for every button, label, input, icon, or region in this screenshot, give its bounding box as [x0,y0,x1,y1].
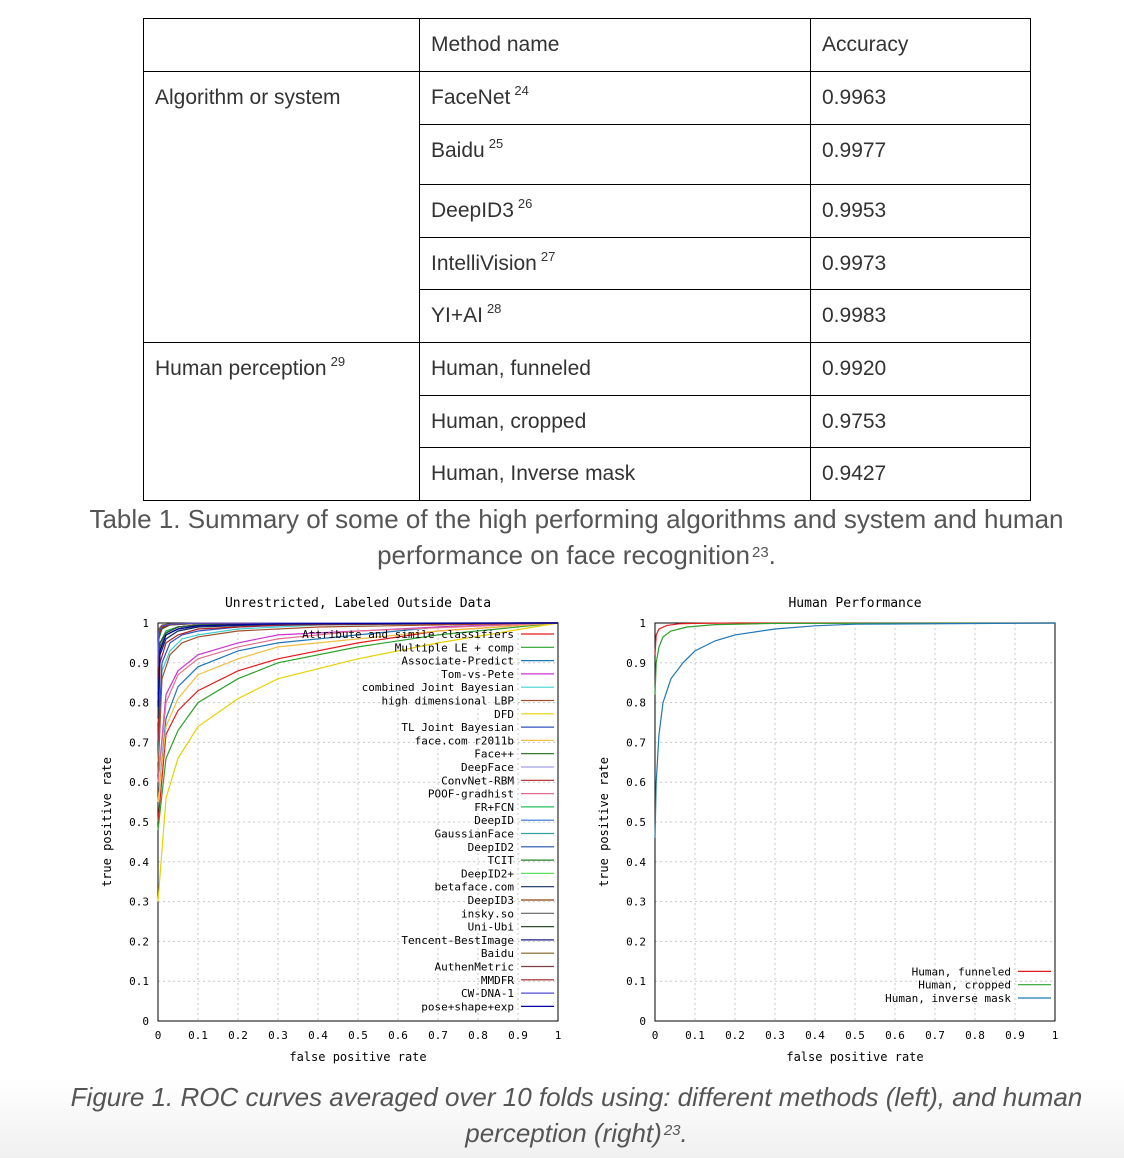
method-cell [420,290,811,343]
x-axis-label: false positive rate [289,1050,427,1064]
x-tick-label: 0.9 [1005,1029,1025,1042]
citation-ref: 23 [663,1122,681,1139]
y-tick-label: 0.8 [626,696,646,710]
citation-ref: 24 [514,83,529,98]
legend-label: Baidu [480,947,514,961]
accuracy-cell: 0.9973 [811,238,1031,290]
legend-label: combined Joint Bayesian [361,681,514,695]
legend-label: Attribute and simile classifiers [302,628,514,641]
x-tick-label: 0.1 [685,1029,705,1042]
y-tick-label: 0.5 [626,816,646,829]
legend-label: Tom-vs-Pete [441,667,514,681]
legend-label: Human, inverse mask [885,992,1011,1005]
legend-label: DeepID2 [467,840,514,854]
citation-ref: 28 [486,301,502,316]
y-tick-label: 0.6 [626,776,646,790]
accuracy-cell: 0.9753 [811,396,1031,448]
y-tick-label: 0 [639,1015,646,1028]
group-label-text: Algorithm or system [155,86,341,109]
legend-label: GaussianFace [434,827,514,841]
method-cell [420,125,811,185]
x-tick-label: 0.8 [468,1029,488,1042]
figure-caption-tail: . [680,1118,688,1148]
y-tick-label: 0.1 [129,975,149,989]
x-tick-label: 0.5 [845,1029,865,1042]
y-tick-label: 0.2 [626,935,646,949]
y-tick-label: 0.1 [626,975,646,989]
legend-label: FR+FCN [474,800,514,814]
roc-curve [655,623,1055,838]
y-tick-label: 0.4 [129,855,149,869]
x-tick-label: 0.9 [508,1029,528,1042]
legend-label: insky.so [461,907,514,921]
legend-label: high dimensional LBP [381,694,514,708]
method-cell [420,343,811,396]
y-tick-label: 0.9 [626,656,646,670]
x-tick-label: 0.4 [805,1029,825,1042]
accuracy-cell: 0.9977 [811,125,1031,185]
table-row [144,343,1031,396]
legend-label: Face++ [474,747,514,761]
table-row [144,72,1031,125]
legend-label: Associate-Predict [401,654,514,668]
method-cell [420,72,811,125]
method-name: YI+AI [431,304,483,327]
x-tick-label: 1 [1051,1029,1059,1042]
x-tick-label: 0.3 [765,1029,785,1042]
roc-chart-methods [95,588,565,1070]
legend-label: betaface.com [434,880,514,894]
table-caption-tail: . [768,540,776,570]
legend-label: DeepID [474,814,514,828]
legend-label: AuthenMetric [434,960,514,974]
x-tick-label: 0 [154,1029,162,1042]
x-tick-label: 0.8 [965,1029,985,1042]
chart-title: Unrestricted, Labeled Outside Data [224,596,492,611]
x-tick-label: 0.1 [188,1029,208,1042]
method-name: Human, Inverse mask [431,462,636,485]
header-cell-method: Method name [420,19,811,72]
table-caption [0,501,1124,573]
y-tick-label: 0.2 [129,935,149,949]
y-axis-label: true positive rate [100,756,114,888]
legend-label: Human, cropped [918,978,1011,992]
legend-label: POOF-gradhist [427,787,514,801]
x-tick-label: 1 [554,1029,562,1042]
method-cell [420,185,811,238]
group-label-algorithm [144,72,420,343]
x-tick-label: 0.6 [388,1029,408,1042]
table-caption-line2 [0,537,1124,573]
header-cell-accuracy: Accuracy [811,19,1031,72]
y-tick-label: 0.3 [626,895,646,909]
y-axis-label: true positive rate [597,756,611,888]
y-tick-label: 1 [142,617,149,630]
method-name: Human, funneled [431,357,591,380]
y-tick-label: 0.7 [626,736,646,750]
accuracy-cell: 0.9920 [811,343,1031,396]
method-name: DeepID3 [431,199,514,222]
legend-label: Uni-Ubi [467,920,514,934]
y-tick-label: 0.4 [626,855,646,869]
x-axis-label: false positive rate [786,1050,924,1064]
citation-ref: 25 [488,136,504,151]
y-tick-label: 0.6 [129,776,149,790]
method-cell [420,448,811,501]
x-tick-label: 0.4 [308,1029,328,1042]
citation-ref: 23 [751,544,769,561]
legend-label: TCIT [487,854,514,868]
method-name: Human, cropped [431,410,587,433]
method-cell [420,396,811,448]
table-caption-text: performance on face recognition [377,540,750,570]
x-tick-label: 0.5 [348,1029,368,1042]
group-label-human [144,343,420,501]
table-header-row [144,19,1031,72]
y-tick-label: 0.7 [129,736,149,750]
legend-label: face.com r2011b [414,734,514,748]
figure-caption-line1: Figure 1. ROC curves averaged over 10 folds using: different methods (left), and human [70,1082,1083,1112]
legend-label: DeepID3 [467,894,514,907]
table-caption-line1: Table 1. Summary of some of the high performing algorithms and system and human [89,504,1064,534]
accuracy-cell: 0.9963 [811,72,1031,125]
legend-label: Tencent-BestImage [401,933,514,947]
x-tick-label: 0 [651,1029,659,1042]
y-tick-label: 0.8 [129,696,149,710]
x-tick-label: 0.2 [228,1029,248,1042]
legend-label: CW-DNA-1 [461,987,514,1001]
legend-label: DFD [494,707,514,721]
legend-label: Multiple LE + comp [394,641,514,655]
legend-label: Human, funneled [911,965,1011,979]
y-tick-label: 0.5 [129,816,149,829]
y-tick-label: 0 [142,1015,149,1028]
group-label-text: Human perception [155,357,327,380]
x-tick-label: 0.6 [885,1029,905,1042]
accuracy-cell: 0.9983 [811,290,1031,343]
method-cell [420,238,811,290]
x-tick-label: 0.7 [428,1029,448,1042]
method-name: Baidu [431,139,485,162]
figure-caption-line2 [0,1115,1124,1151]
legend-label: pose+shape+exp [421,1000,514,1014]
x-tick-label: 0.3 [268,1029,288,1042]
chart-title: Human Performance [788,596,922,611]
citation-ref: 29 [330,354,346,369]
legend-label: TL Joint Bayesian [401,721,514,735]
method-name: IntelliVision [431,252,537,275]
citation-ref: 27 [540,249,556,264]
legend-label: DeepFace [461,761,514,774]
legend-label: DeepID2+ [461,867,514,881]
y-tick-label: 0.9 [129,656,149,670]
citation-ref: 26 [517,196,533,211]
accuracy-cell: 0.9427 [811,448,1031,501]
x-tick-label: 0.2 [725,1029,745,1042]
results-table [143,18,1031,501]
accuracy-cell: 0.9953 [811,185,1031,238]
x-tick-label: 0.7 [925,1029,945,1042]
legend-label: MMDFR [480,973,514,987]
legend-label: ConvNet-RBM [441,774,514,788]
header-cell-group [144,19,420,72]
figure-caption [0,1079,1124,1151]
y-tick-label: 1 [639,617,646,630]
roc-chart-human [592,588,1062,1070]
figure-caption-text: perception (right) [465,1118,662,1148]
method-name: FaceNet [431,86,511,109]
y-tick-label: 0.3 [129,895,149,909]
